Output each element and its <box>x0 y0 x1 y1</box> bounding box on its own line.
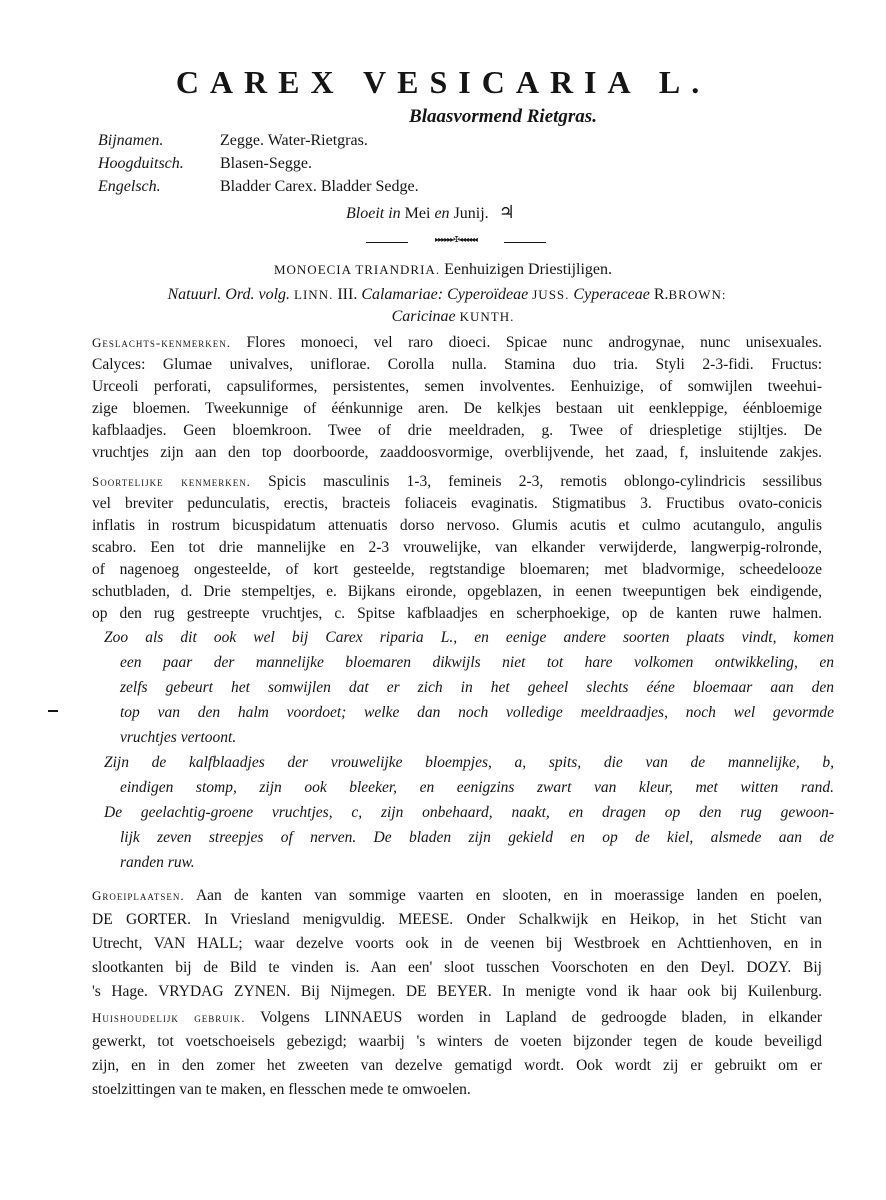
flowering-month-b: Junij. <box>453 205 489 222</box>
species-line <box>92 472 822 492</box>
page-subtitle: Blaasvormend Rietgras. <box>409 106 597 127</box>
habitat-line: slootkanten bij de Bild te vinden is. Aan een' sloot tusschen Voorschoten en den Deyl. DOZY. Bij <box>92 959 822 976</box>
flowering-en: en <box>434 205 450 222</box>
flowering-time <box>346 202 515 223</box>
natural-order <box>0 286 886 304</box>
rule-line-right <box>504 242 546 243</box>
jupiter-perennial-icon: ♃ <box>498 202 515 222</box>
species-line: of nagenoeg ongesteelde, of kort gesteelde, regtstandige bloemaren; met bladvormige, scheedelooze <box>92 561 822 578</box>
family-calamariae: Calamariae: <box>361 286 444 303</box>
note-line: top van den halm voordoet; welke dan noch volledige meeldraadjes, noch wel gevormde <box>120 704 834 721</box>
habitat-line <box>92 886 822 906</box>
synonym-value: Bladder Carex. Bladder Sedge. <box>220 178 419 195</box>
species-line: scabro. Een tot drie mannelijke en 2-3 vrouwelijke, van elkander verwijderde, langwerpig-rolronde, <box>92 539 822 556</box>
use-line <box>92 1008 822 1028</box>
genus-line: Calyces: Glumae univalves, uniflorae. Corolla nulla. Stamina duo tria. Styli 2-3-fidi. Fructus: <box>92 356 822 373</box>
family-cyperaceae: Cyperaceae <box>573 286 650 303</box>
species-line: op den rug gestreepte vruchtjes, c. Spitse kafblaadjes en scherphoekige, op de kanten ruwe halmen. <box>92 605 822 622</box>
habitat-text: Aan de kanten van sommige vaarten en slooten, en in moerassige landen en poelen, <box>195 887 822 904</box>
ornamental-rule <box>366 235 546 247</box>
note-line: zelfs gebeurt het somwijlen dat er zich in het geheel slechts ééne bloemaar aan den <box>120 679 834 696</box>
author-linn: LINN. <box>294 287 334 302</box>
note-line: Zijn de kalfblaadjes der vrouwelijke bloempjes, a, spits, die van de mannelijke, b, <box>104 754 834 771</box>
rule-line-left <box>366 242 408 243</box>
note-line: randen ruw. <box>120 854 195 871</box>
linnaean-class-latin: MONOECIA TRIANDRIA. <box>273 262 441 277</box>
use-line: zijn, en in den zomer het zweeten van dezelve gematigd wordt. Ook wordt zij er gebruikt om er <box>92 1057 822 1074</box>
linnaean-class-dutch: Eenhuizigen Driestijligen. <box>444 261 613 278</box>
note-line: een paar der mannelijke bloemaren dikwijls niet tot hare volkomen ontwikkeling, en <box>120 654 834 671</box>
author-juss: JUSS. <box>532 287 570 302</box>
note-line: Zoo als dit ook wel bij Carex riparia L., en eenige andere soorten plaats vindt, komen <box>104 629 834 646</box>
species-line: schutbladen, d. Drie stempeltjes, e. Bijkans eironde, opgeblazen, in eenen tweepuntigen bek eindigende, <box>92 583 822 600</box>
genus-line: Urceoli perforati, capsuliformes, persistentes, semen involventes. Eenhuizige, of somwijlen tweehui- <box>92 378 822 395</box>
family-cyperoideae: Cyperoïdeae <box>447 286 529 303</box>
note-line: De geelachtig-groene vruchtjes, c, zijn onbehaard, naakt, en dragen op den rug gewoon- <box>104 804 834 821</box>
note-line: eindigen stomp, zijn ook bleeker, en eenigzins zwart van kleur, met witten rand. <box>120 779 834 796</box>
tribe-caricinae: Caricinae <box>391 308 456 325</box>
habitat-line: DE GORTER. In Vriesland menigvuldig. MEESE. Onder Schalkwijk en Heikop, in het Sticht van <box>92 911 822 928</box>
habitat-line: 's Hage. VRYDAG ZYNEN. Bij Nijmegen. DE BEYER. In menigte vond ik haar ook bij Kuilenburg. <box>92 983 822 1000</box>
page-title: CAREX VESICARIA L. <box>175 64 711 100</box>
synonym-value: Blasen-Segge. <box>220 155 312 172</box>
tribe <box>0 308 886 326</box>
species-text: Spicis masculinis 1-3, femineis 2-3, remotis oblongo-cylindricis sessilibus <box>268 473 822 490</box>
note-line: lijk zeven streepjes of nerven. De bladen zijn gekield en op de kiel, alsmede aan de <box>120 829 834 846</box>
flowering-month-a: Mei <box>404 205 431 222</box>
species-heading: Soortelijke kenmerken. <box>92 474 251 489</box>
species-line: inflatis in rostrum bicuspidatum attenuatis dorso nervoso. Glumis acutis et culmo acutangulo, angulis <box>92 517 822 534</box>
linnaean-class <box>0 261 886 279</box>
species-line: vel breviter pedunculatis, erectis, bracteis foliaceis evaginatis. Stigmatibus 3. Fructibus ovato-conicis <box>92 495 822 512</box>
ornament-glyphs: ▸▸▸▸▸▸✠◂◂◂◂◂◂ <box>435 235 477 244</box>
author-r: R. <box>653 286 669 303</box>
habitat-line: Utrecht, VAN HALL; waar dezelve voorts ook in de veenen bij Westbroek en Achttienhoven, en in <box>92 935 822 952</box>
genus-text: Flores monoeci, vel raro dioeci. Spicae nunc androgynae, nunc unisexuales. <box>246 334 822 351</box>
genus-line <box>92 333 822 353</box>
use-line: stoelzittingen van te maken, en flesschen mede te omwoelen. <box>92 1081 471 1098</box>
author-brown: BROWN: <box>668 287 727 302</box>
natural-order-label: Natuurl. Ord. volg. <box>167 286 291 303</box>
synonym-label: Engelsch. <box>98 178 161 195</box>
genus-heading: Geslachts-kenmerken. <box>92 335 231 350</box>
synonym-label: Hoogduitsch. <box>98 155 184 172</box>
genus-line: vruchtjes zijn aan den top doorboorde, zaaddoosvormige, overblijvende, het zaad, f, insluitende zakjes. <box>92 444 822 461</box>
genus-line: zige bloemen. Tweekunnige of éénkunnige aren. De kelkjes bestaan uit eenkleppige, éénbloemige <box>92 400 822 417</box>
use-line: gewerkt, tot voetschoeisels gebezigd; waarbij 's winters de voeten bijzonder tegen de koude beveiligd <box>92 1033 822 1050</box>
author-kunth: KUNTH. <box>459 309 515 324</box>
synonym-value: Zegge. Water-Rietgras. <box>220 132 368 149</box>
use-heading: Huishoudelijk gebruik. <box>92 1010 246 1025</box>
synonym-label: Bijnamen. <box>98 132 164 149</box>
flowering-label: Bloeit <box>346 205 385 222</box>
flowering-in: in <box>388 205 401 222</box>
note-line: vruchtjes vertoont. <box>120 729 237 746</box>
use-text: Volgens LINNAEUS worden in Lapland de gedroogde bladen, in elkander <box>260 1009 822 1026</box>
genus-line: kafblaadjes. Geen bloemkroon. Twee of drie meeldraden, g. Twee of driespletige stijltjes. De <box>92 422 822 439</box>
habitat-heading: Groeiplaatsen. <box>92 888 185 903</box>
margin-mark <box>48 710 58 712</box>
order-number: III. <box>337 286 358 303</box>
